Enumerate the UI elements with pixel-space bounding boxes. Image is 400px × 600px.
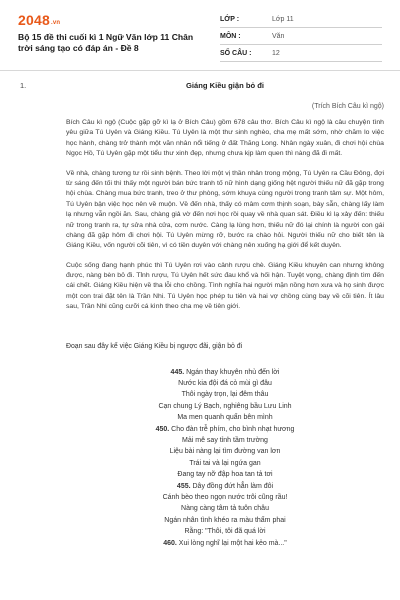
story-paragraph: Về nhà, chàng tương tư rồi sinh bệnh. Theo lời một vị thần nhân trong mộng, Tú Uyên ra Cầu Đông, đợi từ sáng đến tối thì thấy một người bán bức tranh tố nữ hình dạng giống hệt người thiếu nữ đã gặp trong hội chùa. Chàng mua bức tranh, treo ở thư phòng, sớm khuya cùng người trong tranh tâm sự. Một hôm, Tú Uyên bận việc học nên về muộn. Về đến nhà, thấy có mâm cơm thịnh soạn, bày sẵn, chàng lấy làm lạ nhưng vẫn ngồi ăn. Sau, chàng giả vờ đến nơi học rồi quay về nhà quan sát. Điều kì lạ xảy đến: thiếu nữ trong tranh ra, tự sửa nhà cửa, cơm nước. Càng lạ lùng hơn, thiếu nữ đó lại chính là người con gái chàng đã gặp hôm đi chơi hội. Tú Uyên mừng rỡ, bước ra chào hỏi. Người thiếu nữ cho biết tên là Giáng Kiều, vốn người cõi tiên, vì có tiền duyên với chàng nên xuống hạ giới để kết duyên. (66, 169, 384, 250)
poem-line (66, 424, 384, 435)
logo-text: 2048 (18, 12, 50, 28)
poem-excerpt (66, 367, 384, 549)
question-content (66, 81, 384, 549)
logo-tld: .vn (50, 20, 61, 26)
poem-line (66, 412, 384, 423)
line-number: 455. (176, 482, 191, 490)
line-text: Dây đồng đứt hẳn làm đôi (190, 482, 274, 490)
line-text: Trái tai và lại ngứa gan (189, 459, 261, 467)
header-divider (0, 70, 400, 71)
meta-value: Văn (272, 32, 285, 40)
story-source: (Trích Bích Câu kì ngộ) (311, 103, 384, 110)
meta-value: Lớp 11 (272, 15, 294, 23)
poem-line (66, 469, 384, 480)
line-text: Ngán nhân tình khéo ra màu thẩm phai (164, 516, 286, 524)
line-text: Cánh bèo theo ngọn nước trôi cũng rầu! (162, 493, 288, 501)
meta-row-count (220, 45, 382, 62)
story-paragraph: Bích Câu kì ngộ (Cuộc gặp gỡ kì lạ ở Bích Câu) gồm 678 câu thơ. Bích Câu kì ngộ là câu chuyện tình yêu giữa Tú Uyên và Giáng Kiều. Tú Uyên là một thư sinh nghèo, cha mẹ mất sớm, nhờ chăm lo việc học hành, chàng trở thành một văn nhân nổi tiếng ở đất Thăng Long. Nhân ngày xuân, đi chơi hội chùa Ngọc Hồ, Tú Uyên gặp một tiểu thư xinh đẹp, nhưng chưa kịp làm quen thì nàng đã đi mất. (66, 119, 384, 158)
line-text: Đang tay nỡ đập hoa tan tả tơi (177, 471, 273, 479)
question-number: 1. (20, 81, 27, 90)
poem-line (66, 367, 384, 378)
poem-line (66, 503, 384, 514)
poem-line (66, 389, 384, 400)
story-title: Giáng Kiều giận bỏ đi (185, 81, 265, 90)
poem-line (66, 492, 384, 503)
meta-row-grade (220, 11, 382, 28)
line-text: Cạn chung Lý Bạch, nghiêng bầu Lưu Linh (158, 402, 292, 410)
line-number: 445. (170, 368, 185, 376)
meta-label: SỐ CÂU : (220, 49, 252, 57)
page-header (0, 0, 400, 64)
poem-line (66, 515, 384, 526)
line-text: Xui lòng nghĩ lại một hai kẻo mà..." (176, 539, 287, 547)
line-text: Cho đàn trễ phím, cho bình nhạt hương (169, 425, 295, 433)
document-title: Bộ 15 đề thi cuối kì 1 Ngữ Văn lớp 11 Chân trời sáng tạo có đáp án - Đề 8 (18, 32, 194, 54)
line-text: Ngán thay khuyên nhủ đến lời (184, 368, 280, 376)
meta-label: LỚP : (220, 15, 240, 23)
story-paragraph: Cuộc sống đang hạnh phúc thì Tú Uyên rơi vào cảnh rượu chè. Giáng Kiều khuyên can nhưng không được, nàng bèn bỏ đi. Tỉnh rượu, Tú Uyên hết sức đau khổ và hối hận. Tuyệt vọng, chàng định tìm đến cái chết. Giáng Kiều hiện về tha lỗi cho chồng. Tình nghĩa hai người mặn nồng hơn xưa và họ sinh được một con trai đặt tên là Trần Nhi. Tú Uyên học phép tu tiên và hai vợ chồng cùng bay về cõi tiên. Ít lâu sau, Trần Nhi cũng cưỡi cá kình theo cha mẹ về tiên giới. (66, 261, 384, 311)
poem-line (66, 435, 384, 446)
poem-line (66, 481, 384, 492)
poem-line (66, 526, 384, 537)
poem-line (66, 378, 384, 389)
line-number: 450. (155, 425, 170, 433)
line-text: Nước kia đội đá cỏ mùi gì đâu (178, 380, 272, 388)
line-text: Thôi ngày trọn, lại đêm thâu (181, 391, 269, 399)
meta-value: 12 (272, 49, 280, 57)
poem-line (66, 401, 384, 412)
poem-line (66, 446, 384, 457)
poem-line (66, 458, 384, 469)
line-text: Rằng: "Thôi, tôi đã quá lời (184, 528, 266, 536)
meta-table (220, 11, 382, 62)
meta-row-subject (220, 28, 382, 45)
question-prompt: Đoạn sau đây kể việc Giáng Kiều bị ngược đãi, giận bỏ đi (66, 342, 243, 350)
line-text: Liệu bài nàng lại tìm đường van lơn (169, 448, 281, 456)
poem-line (66, 538, 384, 549)
line-number: 460. (163, 539, 177, 547)
meta-label: MÔN : (220, 32, 241, 40)
line-text: Nàng càng tâm tả tuôn châu (181, 505, 269, 513)
line-text: Mải mê say tỉnh tầm trường (182, 436, 268, 444)
line-text: Ma men quanh quẩn bên mình (177, 414, 273, 422)
